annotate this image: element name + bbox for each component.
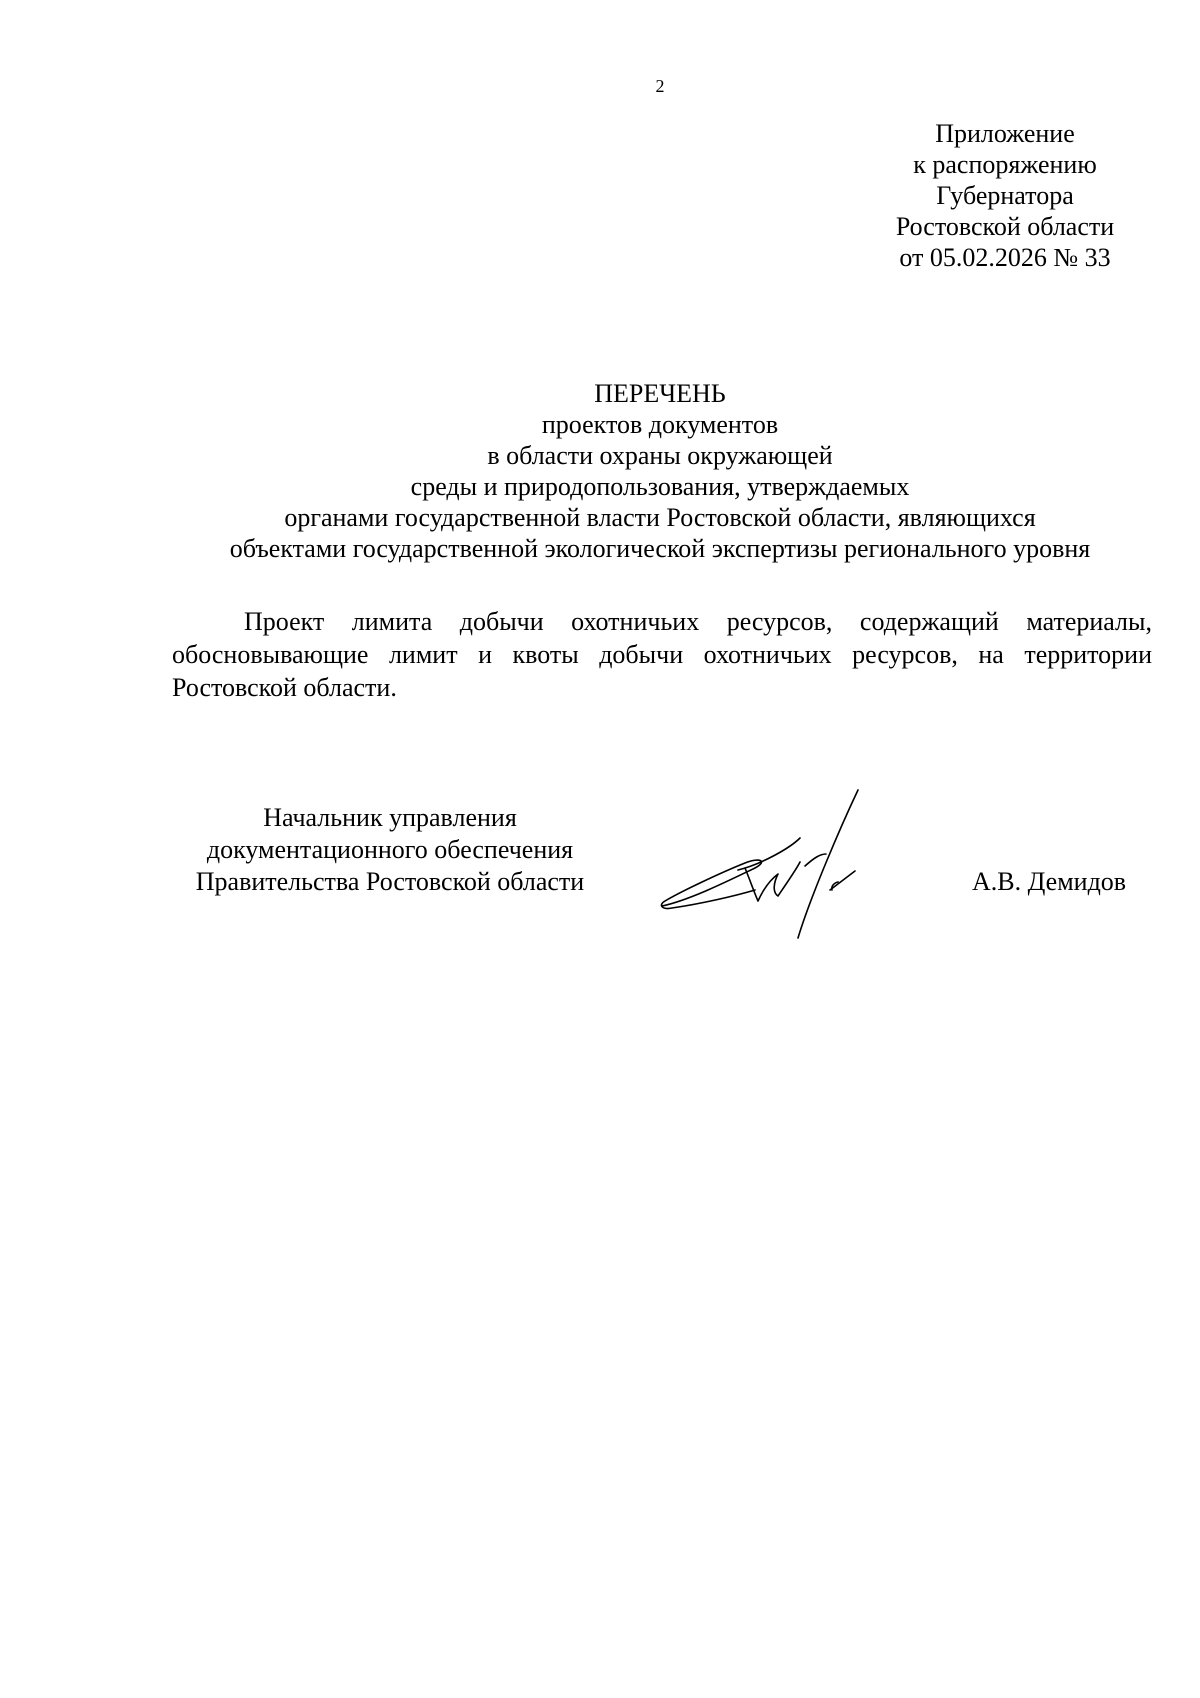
handwritten-signature [650,788,940,948]
appendix-line: Губернатора [936,181,1074,210]
signer-name: А.В. Демидов [972,867,1127,896]
title-heading: ПЕРЕЧЕНЬ [594,379,726,408]
body-paragraph: Проект лимита добычи охотничьих ресурсов, содержащий материалы, обосновывающие лимит и квоты добычи охотничьих ресурсов, на территории Ростовской области. [172,607,1152,702]
position-line: Правительства Ростовской области [195,867,585,896]
title-line: среды и природопользования, утверждаемых [410,472,910,501]
signatory-position [170,802,610,898]
appendix-header [850,118,1160,273]
position-line: документационного обеспечения [206,835,574,864]
appendix-line: к распоряжению [913,150,1097,179]
position-line: Начальник управления [263,803,517,832]
appendix-line: от 05.02.2026 № 33 [899,243,1111,272]
title-line: органами государственной власти Ростовской области, являющихся [284,503,1036,532]
document-title [170,378,1150,564]
page-number: 2 [655,76,665,96]
title-line: проектов документов [541,410,779,439]
title-line: в области охраны окружающей [487,441,833,470]
appendix-line: Ростовской области [895,212,1115,241]
title-line: объектами государственной экологической экспертизы регионального уровня [229,534,1091,563]
appendix-line: Приложение [935,119,1075,148]
